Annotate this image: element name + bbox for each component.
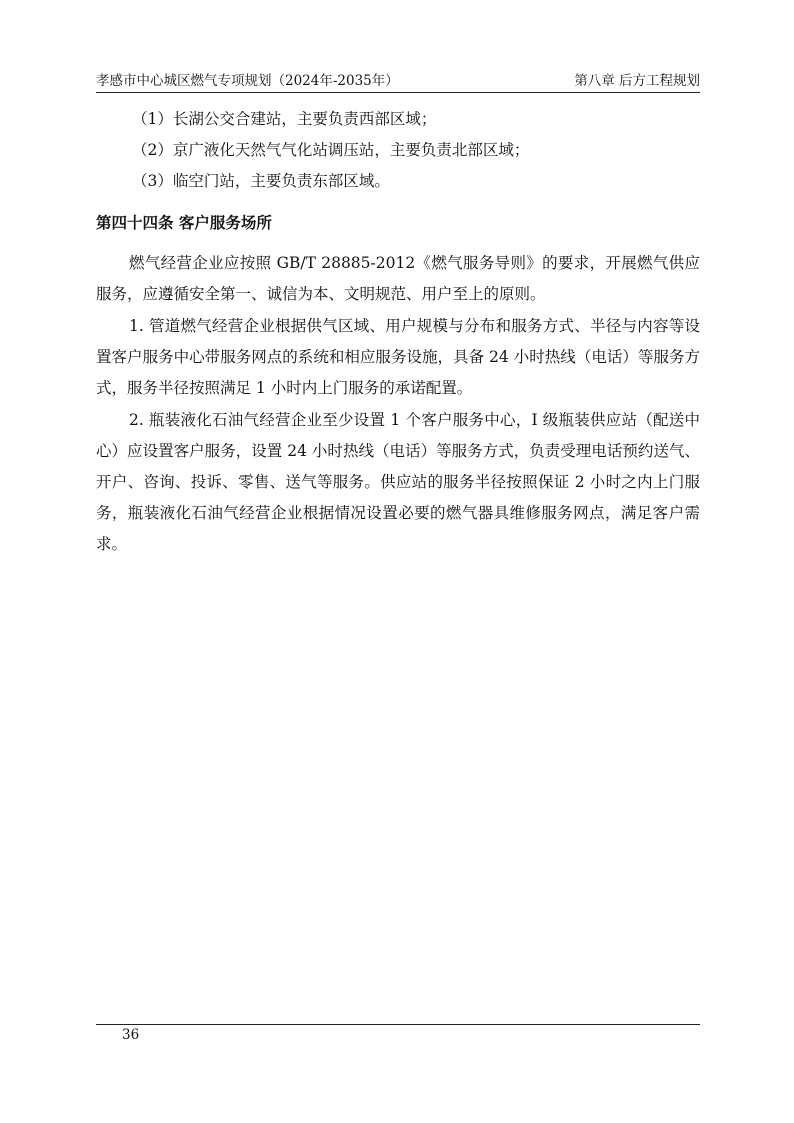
list-item: （3）临空门站，主要负责东部区域。	[132, 172, 390, 190]
paragraph: 1. 管道燃气经营企业根据供气区域、用户规模与分布和服务方式、半径与内容等设置客户服务中心带服务网点的系统和相应服务设施，具备 24 小时热线（电话）等服务方式，服务半径按照满足 1 小时内上门服务的承诺配置。	[96, 317, 700, 397]
page-header	[96, 71, 700, 93]
document-title: 孝感市中心城区燃气专项规划（2024年-2035年）	[96, 73, 399, 89]
page-number: 36	[122, 1027, 140, 1043]
chapter-title: 第八章 后方工程规划	[574, 73, 700, 89]
article-title: 第四十四条 客户服务场所	[96, 214, 272, 232]
paragraph: 燃气经营企业应按照 GB/T 28885-2012《燃气服务导则》的要求，开展燃气供应服务，应遵循安全第一、诚信为本、文明规范、用户至上的原则。	[96, 254, 700, 303]
list-item: （1）长湖公交合建站，主要负责西部区域；	[132, 110, 437, 128]
page-content	[96, 104, 700, 561]
paragraph: 2. 瓶装液化石油气经营企业至少设置 1 个客户服务中心，I 级瓶装供应站（配送中心）应设置客户服务，设置 24 小时热线（电话）等服务方式，负责受理电话预约送气、开户、咨询、投诉、零售、送气等服务。供应站的服务半径按照保证 2 小时之内上门服务，瓶装液化石油气经营企业根据情况设置必要的燃气器具维修服务网点，满足客户需求。	[96, 411, 700, 553]
footer-rule	[96, 1024, 700, 1025]
list-item: （2）京广液化天然气气化站调压站，主要负责北部区域；	[132, 141, 530, 159]
